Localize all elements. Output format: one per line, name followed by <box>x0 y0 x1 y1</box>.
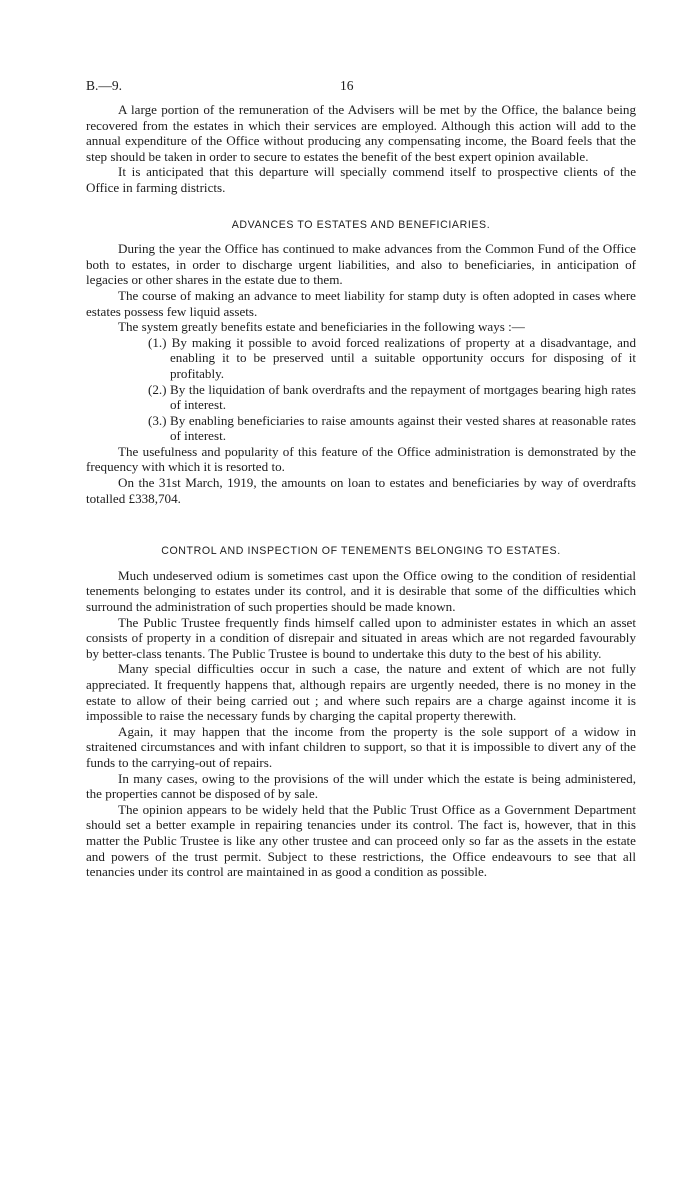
advances-paragraph: The system greatly benefits estate and beneficiaries in the following ways :— <box>118 319 525 335</box>
tenements-paragraph: Much undeserved odium is sometimes cast upon the Office owing to the condition of residential tenements belonging to estates under its control, and it is desirable that some of the difficulties which surround the administration of such properties should be made known. <box>86 567 636 615</box>
tenements-paragraph: In many cases, owing to the provisions of the will under which the estate is being administered, the properties cannot be disposed of by sale. <box>86 770 636 802</box>
advances-paragraph: On the 31st March, 1919, the amounts on loan to estates and beneficiaries by way of overdrafts totalled £338,704. <box>86 475 636 506</box>
tenements-paragraph: Again, it may happen that the income from the property is the sole support of a widow in straitened circumstances and with infant children to support, so that it is impossible to divert any of the funds to the carrying-out of repairs. <box>86 723 636 770</box>
intro-paragraph: It is anticipated that this departure will specially commend itself to prospective clients of the Office in farming districts. <box>86 164 636 195</box>
advances-paragraph: The course of making an advance to meet liability for stamp duty is often adopted in cases where estates possess few liquid assets. <box>86 287 636 319</box>
list-item: (1.) By making it possible to avoid forced realizations of property at a disadvantage, and enabling it to be preserved until a suitable opportunity occurs for disposing of it profitably. <box>148 334 636 381</box>
report-reference: B.—9. <box>86 78 123 93</box>
advances-paragraph: During the year the Office has continued to make advances from the Common Fund of the Office both to estates, in order to discharge urgent liabilities, and also to beneficiaries, in anticipation of legacies or other shares in the estate due to them. <box>86 241 636 288</box>
benefits-list <box>86 335 636 444</box>
page-number: 16 <box>340 78 354 93</box>
page-header <box>86 78 636 102</box>
section-heading-advances: ADVANCES TO ESTATES AND BENEFICIARIES. <box>231 218 491 231</box>
document-page <box>86 78 636 880</box>
list-item: (2.) By the liquidation of bank overdrafts and the repayment of mortgages bearing high rates of interest. <box>148 381 636 413</box>
tenements-paragraph: The Public Trustee frequently finds himself called upon to administer estates in which an asset consists of property in a condition of disrepair and situated in areas which are not regarded favourably by better-class tenants. The Public Trustee is bound to undertake this duty to the best of his ability. <box>86 614 636 661</box>
tenements-paragraph: Many special difficulties occur in such a case, the nature and extent of which are not fully appreciated. It frequently happens that, although repairs are urgently needed, there is no money in the estate to allow of their being carried out ; and where such repairs are a charge against income it is impossible to raise the necessary funds by charging the capital property therewith. <box>86 661 636 724</box>
tenements-paragraph: The opinion appears to be widely held that the Public Trust Office as a Government Department should set a better example in repairing tenancies under its control. The fact is, however, that in this matter the Public Trustee is like any other trustee and can proceed only so far as the assets in the estate and powers of the trust permit. Subject to these restrictions, the Office endeavours to see that all tenancies under its control are maintained in as good a condition as possible. <box>86 801 636 880</box>
list-item: (3.) By enabling beneficiaries to raise amounts against their vested shares at reasonable rates of interest. <box>148 412 636 444</box>
advances-paragraph: The usefulness and popularity of this feature of the Office administration is demonstrated by the frequency with which it is resorted to. <box>86 443 636 475</box>
section-heading-tenements: CONTROL AND INSPECTION OF TENEMENTS BELONGING TO ESTATES. <box>161 545 561 558</box>
intro-paragraph: A large portion of the remuneration of the Advisers will be met by the Office, the balance being recovered from the estates in which their services are employed. Although this action will add to the annual expenditure of the Office without producing any compensating income, the Board feels that the step should be taken in order to secure to estates the benefit of the best expert opinion available. <box>86 102 636 164</box>
